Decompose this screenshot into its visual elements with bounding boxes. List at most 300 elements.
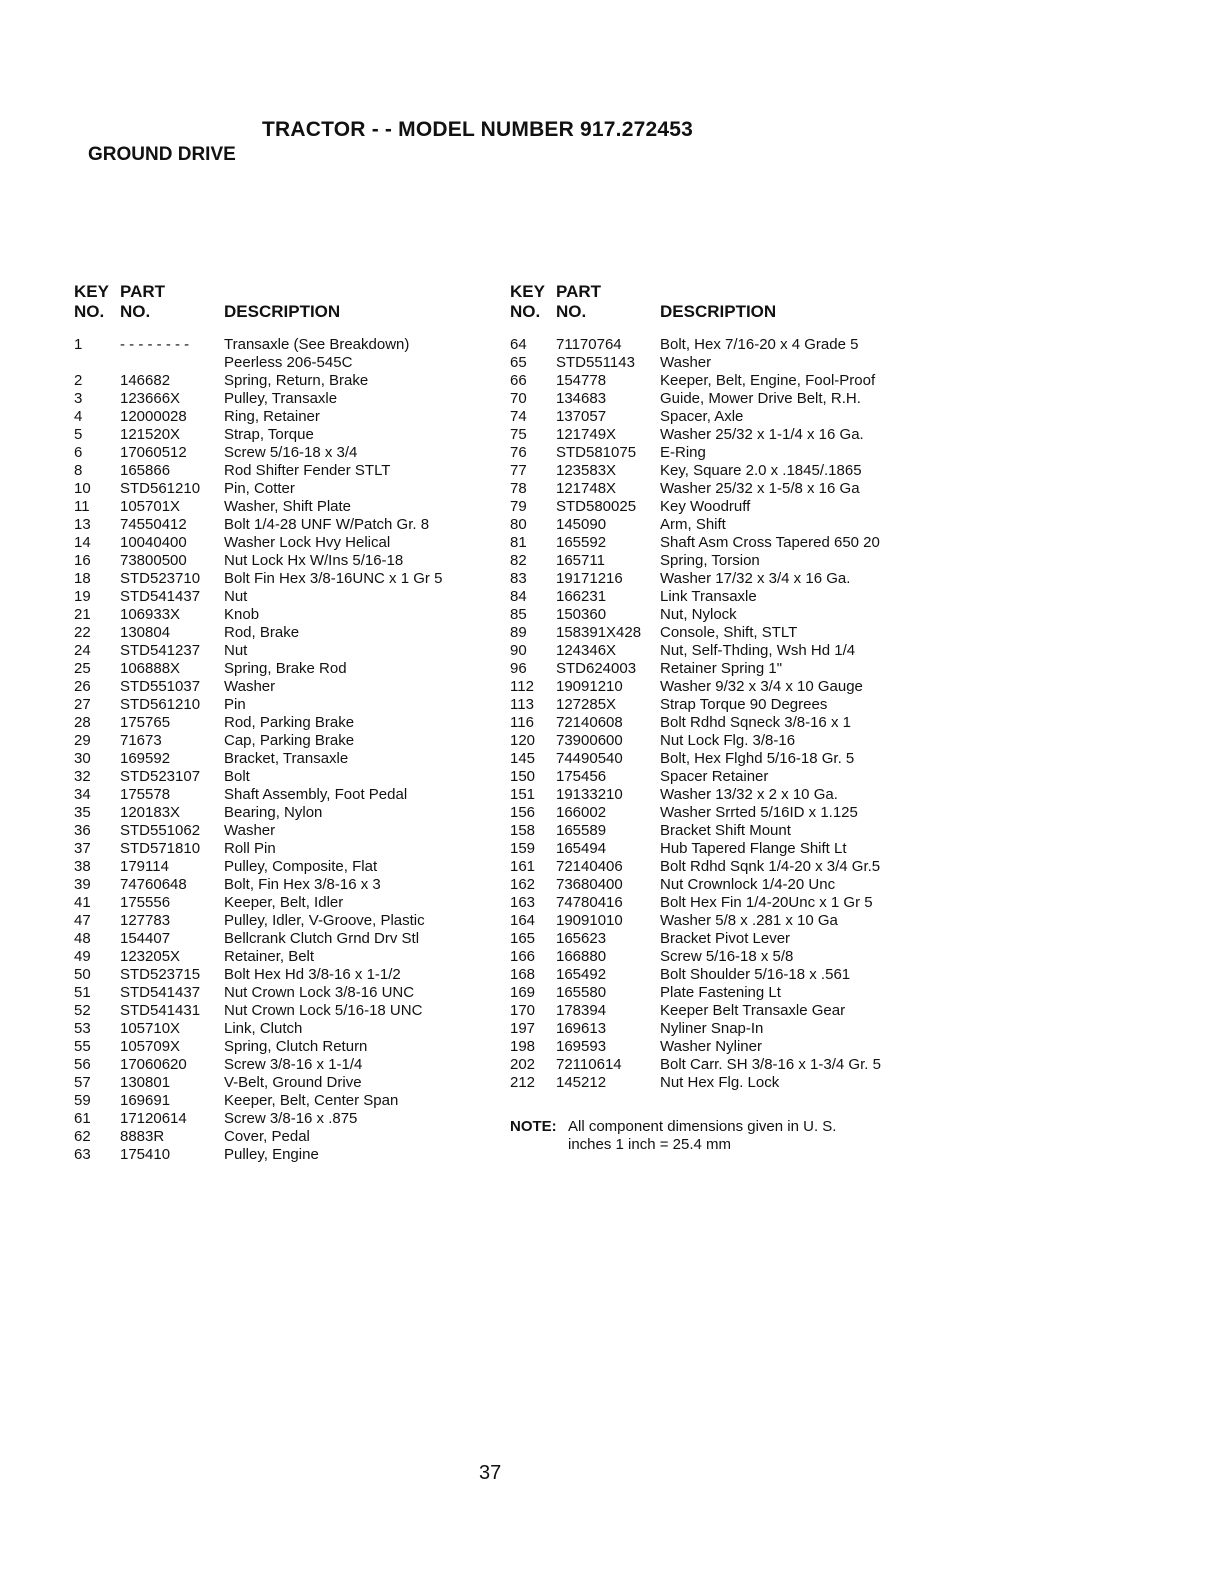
description-line: Screw 5/16-18 x 5/8 <box>660 948 794 965</box>
part-description <box>224 948 314 966</box>
part-number: STD523107 <box>120 768 201 785</box>
part-description <box>224 480 295 498</box>
description-line: Cap, Parking Brake <box>224 732 355 749</box>
table-row <box>510 732 920 750</box>
part-number: 165580 <box>556 984 607 1001</box>
part-number: STD541437 <box>120 588 201 605</box>
part-number: 105709X <box>120 1038 181 1055</box>
part-description <box>224 444 357 462</box>
table-row <box>74 1056 474 1074</box>
table-row <box>510 858 920 876</box>
part-description <box>224 642 247 660</box>
part-description <box>660 732 795 750</box>
part-description <box>224 426 314 444</box>
part-description <box>660 390 861 408</box>
table-row <box>74 822 474 840</box>
table-row <box>74 840 474 858</box>
table-row <box>74 534 474 552</box>
part-number: 158391X428 <box>556 624 642 641</box>
description-line: Nut Crownlock 1/4-20 Unc <box>660 876 836 893</box>
description-line: Bolt 1/4-28 UNF W/Patch Gr. 8 <box>224 516 430 533</box>
part-description <box>660 588 757 606</box>
key-number: 19 <box>74 588 91 605</box>
table-row <box>74 588 474 606</box>
key-number: 47 <box>74 912 91 929</box>
part-number: 106888X <box>120 660 181 677</box>
key-number: 202 <box>510 1056 536 1073</box>
key-number: 28 <box>74 714 91 731</box>
note-label: NOTE: <box>510 1118 557 1135</box>
page-number: 37 <box>479 1462 502 1484</box>
key-number: 76 <box>510 444 527 461</box>
description-line: Washer 5/8 x .281 x 10 Ga <box>660 912 838 929</box>
key-number: 170 <box>510 1002 536 1019</box>
key-number: 51 <box>74 984 91 1001</box>
part-number: STD523710 <box>120 570 201 587</box>
part-number: 175456 <box>556 768 607 785</box>
part-number: 175578 <box>120 786 171 803</box>
key-number: 22 <box>74 624 91 641</box>
key-number: 120 <box>510 732 536 749</box>
table-row <box>510 552 920 570</box>
description-line: Ring, Retainer <box>224 408 320 425</box>
part-description <box>224 840 276 858</box>
part-description <box>224 1128 310 1146</box>
key-header-top: KEY <box>510 282 545 301</box>
part-number: 169613 <box>556 1020 607 1037</box>
table-row <box>74 1092 474 1110</box>
key-number: 159 <box>510 840 536 857</box>
part-number: STD581075 <box>556 444 637 461</box>
description-header: DESCRIPTION <box>224 302 341 321</box>
description-line: Keeper, Belt, Engine, Fool-Proof <box>660 372 876 389</box>
key-number: 3 <box>74 390 83 407</box>
part-description <box>224 768 250 786</box>
table-row <box>510 426 920 444</box>
part-header-bottom: NO. <box>120 302 151 321</box>
part-description <box>224 1020 302 1038</box>
table-row <box>510 570 920 588</box>
part-description <box>224 732 354 750</box>
table-row <box>74 894 474 912</box>
key-number: 169 <box>510 984 536 1001</box>
key-number: 165 <box>510 930 536 947</box>
part-description <box>224 336 409 372</box>
part-description <box>660 1074 779 1092</box>
table-row <box>510 1038 920 1056</box>
key-number: 5 <box>74 426 83 443</box>
part-description <box>660 372 875 390</box>
part-description <box>224 588 247 606</box>
table-row <box>74 732 474 750</box>
part-number: 178394 <box>556 1002 607 1019</box>
table-row <box>510 822 920 840</box>
description-line: Washer 17/32 x 3/4 x 16 Ga. <box>660 570 851 587</box>
part-number: STD551062 <box>120 822 201 839</box>
key-number: 13 <box>74 516 91 533</box>
table-row <box>510 642 920 660</box>
part-number: 150360 <box>556 606 607 623</box>
description-line: Pulley, Idler, V-Groove, Plastic <box>224 912 425 929</box>
description-line: Bolt Shoulder 5/16-18 x .561 <box>660 966 851 983</box>
part-number: 154407 <box>120 930 171 947</box>
part-number: 105701X <box>120 498 181 515</box>
part-description <box>660 642 855 660</box>
part-number: 130801 <box>120 1074 171 1091</box>
table-row <box>510 750 920 768</box>
key-number: 35 <box>74 804 91 821</box>
table-row <box>510 660 920 678</box>
key-number: 61 <box>74 1110 91 1127</box>
table-row <box>74 1020 474 1038</box>
description-line: Washer 25/32 x 1-1/4 x 16 Ga. <box>660 426 864 443</box>
table-row <box>510 1074 920 1092</box>
key-number: 158 <box>510 822 536 839</box>
table-row <box>510 930 920 948</box>
table-row <box>510 336 920 354</box>
table-row <box>74 804 474 822</box>
description-line: Keeper Belt Transaxle Gear <box>660 1002 846 1019</box>
part-header-top: PART <box>120 282 166 301</box>
description-line: Shaft Asm Cross Tapered 650 20 <box>660 534 880 551</box>
key-number: 21 <box>74 606 91 623</box>
description-line: Screw 5/16-18 x 3/4 <box>224 444 358 461</box>
description-header: DESCRIPTION <box>660 302 777 321</box>
description-line: Bolt Hex Fin 1/4-20Unc x 1 Gr 5 <box>660 894 873 911</box>
description-line: Bolt Carr. SH 3/8-16 x 1-3/4 Gr. 5 <box>660 1056 881 1073</box>
description-line: Keeper, Belt, Center Span <box>224 1092 399 1109</box>
part-number: 145212 <box>556 1074 607 1091</box>
part-description <box>660 804 858 822</box>
part-number: STD580025 <box>556 498 637 515</box>
description-line: Bracket, Transaxle <box>224 750 349 767</box>
part-description <box>224 516 429 534</box>
description-line: Washer, Shift Plate <box>224 498 352 515</box>
part-description <box>660 660 782 678</box>
part-description <box>224 696 246 714</box>
key-number: 6 <box>74 444 83 461</box>
part-description <box>224 714 354 732</box>
key-number: 84 <box>510 588 527 605</box>
table-row <box>510 966 920 984</box>
table-row <box>74 516 474 534</box>
description-line: Pin <box>224 696 246 713</box>
table-row <box>510 714 920 732</box>
table-row <box>74 444 474 462</box>
description-line: Guide, Mower Drive Belt, R.H. <box>660 390 861 407</box>
part-number: 73800500 <box>120 552 187 569</box>
key-number: 163 <box>510 894 536 911</box>
part-description <box>224 1002 422 1020</box>
description-line: Pulley, Engine <box>224 1146 319 1163</box>
key-number: 85 <box>510 606 527 623</box>
part-description <box>224 570 442 588</box>
key-number: 4 <box>74 408 83 425</box>
part-number: 17120614 <box>120 1110 187 1127</box>
part-number: 73680400 <box>556 876 623 893</box>
part-number: 123583X <box>556 462 617 479</box>
key-number: 116 <box>510 714 534 731</box>
part-number: 137057 <box>556 408 607 425</box>
table-row <box>510 588 920 606</box>
part-description <box>660 480 860 498</box>
part-description <box>660 408 743 426</box>
part-description <box>224 1092 398 1110</box>
table-row <box>510 804 920 822</box>
part-number: 74760648 <box>120 876 187 893</box>
part-description <box>660 606 737 624</box>
description-line: V-Belt, Ground Drive <box>224 1074 362 1091</box>
part-description <box>224 552 403 570</box>
part-number: 134683 <box>556 390 607 407</box>
key-number: 30 <box>74 750 91 767</box>
part-description <box>660 1038 762 1056</box>
table-row <box>74 606 474 624</box>
table-row <box>74 660 474 678</box>
table-row <box>510 624 920 642</box>
description-line: Knob <box>224 606 260 623</box>
description-line: Spacer Retainer <box>660 768 769 785</box>
part-number: 165589 <box>556 822 607 839</box>
part-number: STD551037 <box>120 678 201 695</box>
part-number: 124346X <box>556 642 617 659</box>
part-number: 74490540 <box>556 750 623 767</box>
part-description <box>224 1038 367 1056</box>
table-row <box>74 750 474 768</box>
key-number: 166 <box>510 948 536 965</box>
table-row <box>510 606 920 624</box>
description-line: Key, Square 2.0 x .1845/.1865 <box>660 462 862 479</box>
key-number: 52 <box>74 1002 91 1019</box>
table-row <box>510 390 920 408</box>
key-number: 198 <box>510 1038 536 1055</box>
description-line: Spring, Clutch Return <box>224 1038 368 1055</box>
part-number: 165492 <box>556 966 607 983</box>
part-number: 123205X <box>120 948 181 965</box>
key-number: 75 <box>510 426 527 443</box>
key-number: 41 <box>74 894 91 911</box>
part-number: 72140608 <box>556 714 623 731</box>
part-description <box>660 858 880 876</box>
part-number: 166002 <box>556 804 607 821</box>
key-number: 37 <box>74 840 91 857</box>
description-line: Nut Lock Hx W/Ins 5/16-18 <box>224 552 404 569</box>
description-line: Washer 25/32 x 1-5/8 x 16 Ga <box>660 480 860 497</box>
parts-list-right <box>510 282 920 1092</box>
part-description <box>660 840 847 858</box>
part-description <box>660 426 864 444</box>
description-line: Washer Srrted 5/16ID x 1.125 <box>660 804 858 821</box>
description-line: Bolt <box>224 768 250 785</box>
key-number: 90 <box>510 642 527 659</box>
table-row <box>74 372 474 390</box>
key-number: 62 <box>74 1128 91 1145</box>
table-row <box>510 498 920 516</box>
table-row <box>74 1128 474 1146</box>
part-description <box>660 930 790 948</box>
part-description <box>224 624 299 642</box>
description-line: Spring, Brake Rod <box>224 660 347 677</box>
description-line: Nut Crown Lock 3/8-16 UNC <box>224 984 415 1001</box>
description-line: Rod Shifter Fender STLT <box>224 462 391 479</box>
part-description <box>224 678 275 696</box>
part-number: 73900600 <box>556 732 623 749</box>
key-number: 80 <box>510 516 527 533</box>
table-row <box>74 426 474 444</box>
part-number: 166880 <box>556 948 607 965</box>
key-number: 162 <box>510 876 536 893</box>
key-number: 8 <box>74 462 83 479</box>
key-number: 59 <box>74 1092 91 1109</box>
part-number: 19091010 <box>556 912 623 929</box>
description-line: Washer <box>224 822 276 839</box>
table-row <box>510 894 920 912</box>
part-number: 175765 <box>120 714 171 731</box>
description-line: Nut Lock Flg. 3/8-16 <box>660 732 796 749</box>
description-line: Nut Hex Flg. Lock <box>660 1074 780 1091</box>
table-row <box>74 768 474 786</box>
key-number: 145 <box>510 750 536 767</box>
part-description <box>224 660 347 678</box>
description-line: Keeper, Belt, Idler <box>224 894 344 911</box>
table-row <box>510 408 920 426</box>
description-line: Retainer Spring 1" <box>660 660 783 677</box>
part-header-top: PART <box>556 282 602 301</box>
key-number: 82 <box>510 552 527 569</box>
key-number: 161 <box>510 858 536 875</box>
part-description <box>660 984 781 1002</box>
key-number: 83 <box>510 570 527 587</box>
part-description <box>224 408 320 426</box>
table-row <box>510 840 920 858</box>
key-number: 89 <box>510 624 527 641</box>
key-number: 64 <box>510 336 527 353</box>
description-line: Plate Fastening Lt <box>660 984 781 1001</box>
description-line: Rod, Parking Brake <box>224 714 355 731</box>
column-headers <box>74 282 474 336</box>
part-description <box>660 1002 845 1020</box>
table-row <box>74 408 474 426</box>
key-number: 74 <box>510 408 527 425</box>
part-number: 165866 <box>120 462 171 479</box>
key-number: 56 <box>74 1056 91 1073</box>
parts-rows-left <box>74 336 474 1164</box>
description-line: Retainer, Belt <box>224 948 315 965</box>
part-number: 145090 <box>556 516 607 533</box>
part-description <box>224 750 348 768</box>
part-description <box>660 516 726 534</box>
table-row <box>510 984 920 1002</box>
description-line: Spring, Torsion <box>660 552 760 569</box>
description-line: Arm, Shift <box>660 516 726 533</box>
table-row <box>510 768 920 786</box>
part-number: 72110614 <box>556 1056 622 1073</box>
part-description <box>660 822 791 840</box>
table-row <box>74 948 474 966</box>
part-description <box>660 1056 881 1074</box>
description-line: Washer 9/32 x 3/4 x 10 Gauge <box>660 678 863 695</box>
description-line: Washer Nyliner <box>660 1038 762 1055</box>
part-description <box>660 912 838 930</box>
part-description <box>660 624 797 642</box>
part-number: 165623 <box>556 930 607 947</box>
part-description <box>660 768 768 786</box>
part-number: STD523715 <box>120 966 201 983</box>
part-number: 10040400 <box>120 534 187 551</box>
part-description <box>224 984 414 1002</box>
key-number: 36 <box>74 822 91 839</box>
part-description <box>660 354 711 372</box>
table-row <box>74 498 474 516</box>
key-number: 53 <box>74 1020 91 1037</box>
description-line: Nut Crown Lock 5/16-18 UNC <box>224 1002 423 1019</box>
part-description <box>660 1020 763 1038</box>
part-number: STD561210 <box>120 696 201 713</box>
part-number: STD541237 <box>120 642 201 659</box>
part-number: STD541437 <box>120 984 201 1001</box>
table-row <box>510 912 920 930</box>
part-description <box>660 570 850 588</box>
table-row <box>74 786 474 804</box>
part-number: 127285X <box>556 696 617 713</box>
key-number: 39 <box>74 876 91 893</box>
table-row <box>510 444 920 462</box>
part-number: 19171216 <box>556 570 623 587</box>
table-row <box>74 912 474 930</box>
table-row <box>74 876 474 894</box>
parts-rows-right <box>510 336 920 1092</box>
description-line: Roll Pin <box>224 840 276 857</box>
description-line: Bolt, Hex Flghd 5/16-18 Gr. 5 <box>660 750 855 767</box>
part-number: 127783 <box>120 912 171 929</box>
part-description <box>660 336 858 354</box>
key-number: 112 <box>510 678 534 695</box>
part-number: 17060512 <box>120 444 187 461</box>
table-row <box>74 570 474 588</box>
description-line: Console, Shift, STLT <box>660 624 798 641</box>
key-number: 164 <box>510 912 536 929</box>
table-row <box>74 336 474 372</box>
key-number: 197 <box>510 1020 536 1037</box>
part-description <box>224 534 390 552</box>
part-description <box>224 1056 362 1074</box>
description-line: Bolt Fin Hex 3/8-16UNC x 1 Gr 5 <box>224 570 443 587</box>
description-line: Bellcrank Clutch Grnd Drv Stl <box>224 930 420 947</box>
description-line: Bolt Hex Hd 3/8-16 x 1-1/2 <box>224 966 401 983</box>
description-line: Nyliner Snap-In <box>660 1020 764 1037</box>
key-number: 63 <box>74 1146 91 1163</box>
table-row <box>74 678 474 696</box>
table-row <box>74 642 474 660</box>
table-row <box>510 948 920 966</box>
table-row <box>74 1074 474 1092</box>
table-row <box>510 534 920 552</box>
description-line: Bolt, Hex 7/16-20 x 4 Grade 5 <box>660 336 859 353</box>
part-description <box>660 786 838 804</box>
table-row <box>510 1056 920 1074</box>
description-line: Screw 3/8-16 x 1-1/4 <box>224 1056 363 1073</box>
key-number: 156 <box>510 804 536 821</box>
part-number: 120183X <box>120 804 181 821</box>
part-number: 165494 <box>556 840 607 857</box>
note-text: All component dimensions given in U. S. inches 1 inch = 25.4 mm <box>568 1118 837 1153</box>
table-row <box>74 966 474 984</box>
key-number: 113 <box>510 696 534 713</box>
key-number: 96 <box>510 660 527 677</box>
part-number: 169691 <box>120 1092 171 1109</box>
description-line-2: Peerless 206-545C <box>224 354 353 371</box>
part-number: 106933X <box>120 606 181 623</box>
